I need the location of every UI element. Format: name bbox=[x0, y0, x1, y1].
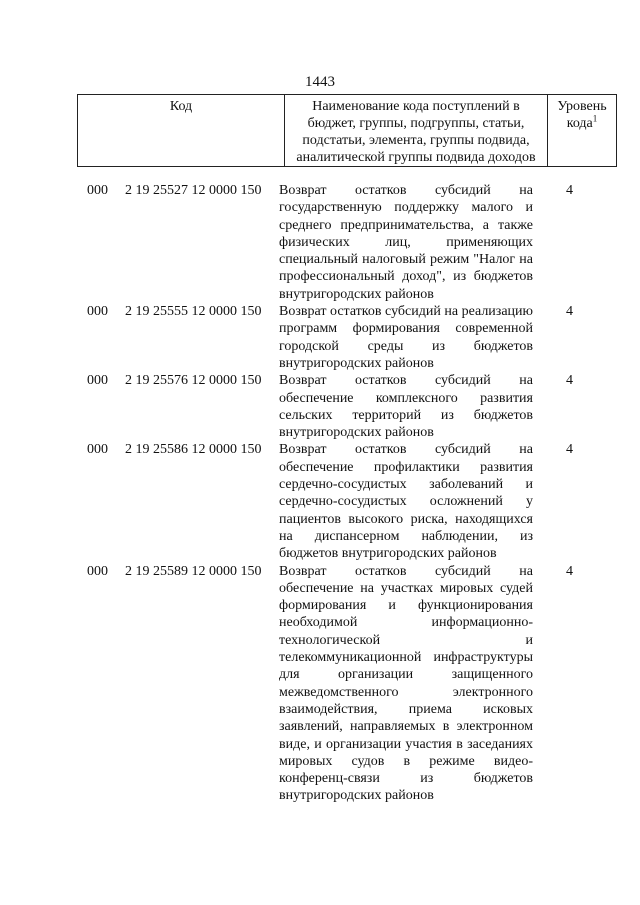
row-name: Возврат остатков субсидий на обеспечение на участках мировых судей формирования и функционирования необходимой информационно-технологической и телекоммуникационной инфраструктуры для организации защищенного межведомственного электронного взаимодействия, приема исковых заявлений, направляемых в электронном виде, и организации участия в заседаниях мировых судов в режиме видео-конференц-связи из бюджетов внутригородских районов bbox=[279, 563, 533, 804]
row-name: Возврат остатков субсидий на обеспечение профилактики развития сердечно-сосудистых заболеваний и сердечно-сосудистых осложнений у пациентов высокого риска, находящихся на диспансерном наблюдении, из бюджетов внутригородских районов bbox=[279, 442, 533, 562]
table-header bbox=[77, 94, 617, 167]
table-row bbox=[0, 372, 640, 441]
page-number: 1443 bbox=[305, 74, 335, 90]
table-row bbox=[0, 303, 640, 372]
row-prefix: 000 bbox=[87, 304, 108, 320]
row-prefix: 000 bbox=[87, 563, 108, 579]
row-code: 2 19 25589 12 0000 150 bbox=[125, 563, 262, 579]
header-level-label: Уровень кода bbox=[557, 99, 607, 131]
header-name: Наименование кода поступлений в бюджет, группы, подгруппы, статьи, подстатьи, элемента, группы подвида, аналитической группы подвида доходов bbox=[285, 95, 548, 167]
row-name: Возврат остатков субсидий на государственную поддержку малого и среднего предпринимательства, а также физических лиц, применяющих специальный налоговый режим "Налог на профессиональный доход", из бюджетов внутригородских районов bbox=[279, 183, 533, 302]
row-level: 4 bbox=[566, 373, 573, 389]
row-prefix: 000 bbox=[87, 373, 108, 389]
row-level: 4 bbox=[566, 183, 573, 198]
header-level bbox=[548, 95, 617, 167]
row-name: Возврат остатков субсидий на реализацию программ формирования современной городской среды из бюджетов внутригородских районов bbox=[279, 304, 533, 371]
row-level: 4 bbox=[566, 442, 573, 458]
row-prefix: 000 bbox=[87, 442, 108, 458]
row-code: 2 19 25586 12 0000 150 bbox=[125, 442, 262, 458]
row-code: 2 19 25576 12 0000 150 bbox=[125, 373, 262, 389]
row-level: 4 bbox=[566, 563, 573, 579]
row-level: 4 bbox=[566, 304, 573, 320]
row-code: 2 19 25555 12 0000 150 bbox=[125, 304, 262, 320]
header-level-footnote: 1 bbox=[592, 113, 598, 124]
row-name: Возврат остатков субсидий на обеспечение комплексного развития сельских территорий из бюджетов внутригородских районов bbox=[279, 373, 533, 441]
table-row bbox=[0, 182, 640, 303]
table-row bbox=[0, 563, 640, 805]
header-code: Код bbox=[78, 95, 285, 167]
table-row bbox=[0, 441, 640, 562]
row-code: 2 19 25527 12 0000 150 bbox=[125, 183, 262, 198]
table-body bbox=[0, 182, 640, 805]
row-prefix: 000 bbox=[87, 183, 108, 198]
